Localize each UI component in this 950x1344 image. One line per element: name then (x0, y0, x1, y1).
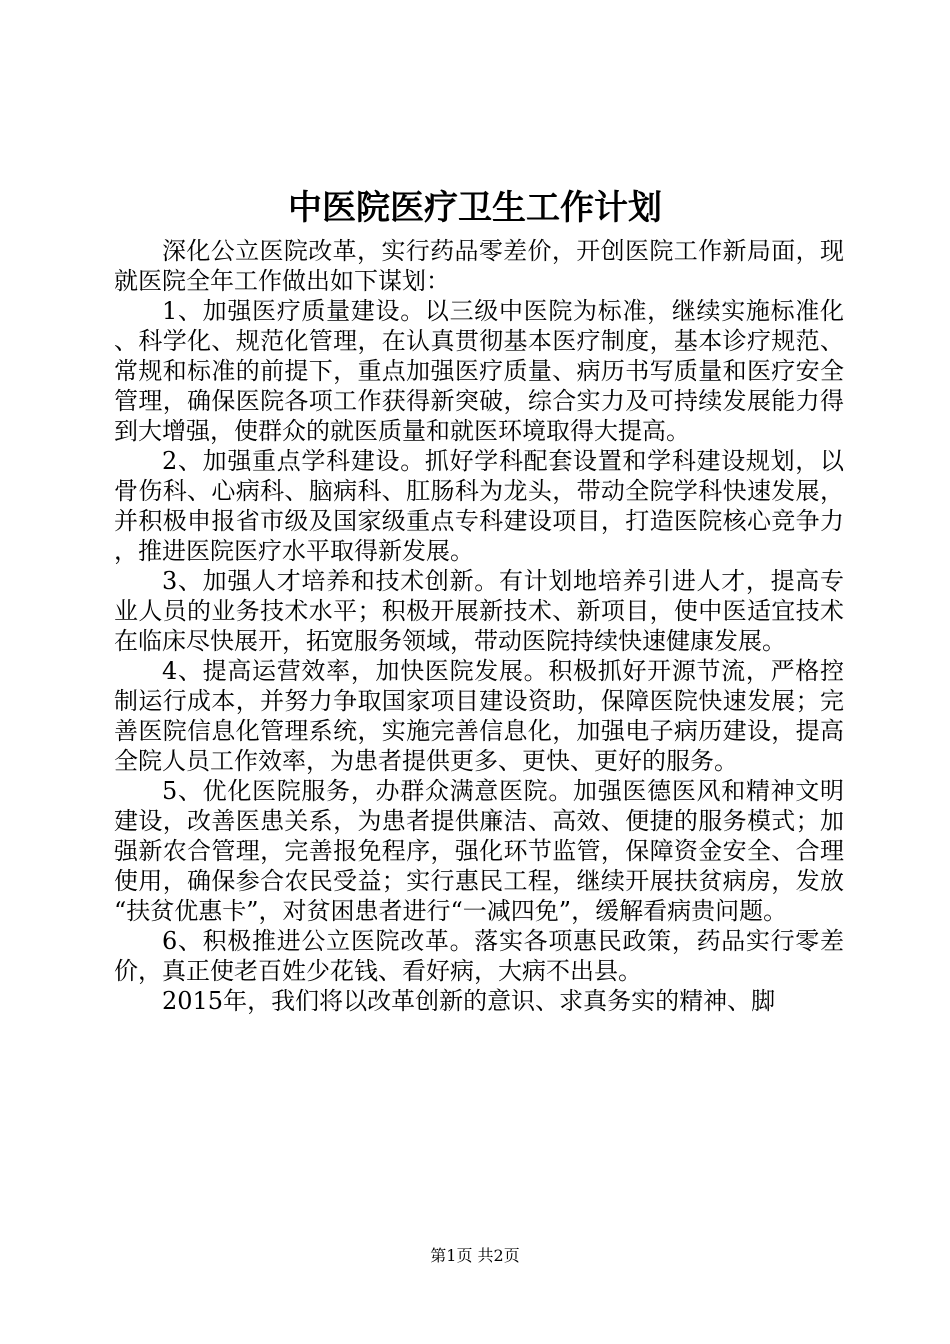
page-number-indicator: 第1页 共2页 (430, 1246, 520, 1265)
paragraph-intro: 深化公立医院改革，实行药品零差价，开创医院工作新局面，现就医院全年工作做出如下谋划： (114, 237, 844, 295)
page-footer (0, 1245, 950, 1267)
paragraph-item-2: 2、加强重点学科建设。抓好学科配套设置和学科建设规划，以骨伤科、心病科、脑病科、肛肠科为龙头，带动全院学科快速发展，并积极申报省市级及国家级重点专科建设项目，打造医院核心竞争力，推进医院医疗水平取得新发展。 (114, 447, 844, 565)
paragraph-item-1: 1、加强医疗质量建设。以三级中医院为标准，继续实施标准化、科学化、规范化管理，在认真贯彻基本医疗制度，基本诊疗规范、常规和标准的前提下，重点加强医疗质量、病历书写质量和医疗安全管理，确保医院各项工作获得新突破，综合实力及可持续发展能力得到大增强，使群众的就医质量和就医环境取得大提高。 (114, 297, 844, 445)
paragraph-item-4: 4、提高运营效率，加快医院发展。积极抓好开源节流，严格控制运行成本，并努力争取国家项目建设资助，保障医院快速发展；完善医院信息化管理系统，实施完善信息化，加强电子病历建设，提高全院人员工作效率，为患者提供更多、更快、更好的服务。 (114, 657, 844, 775)
paragraph-item-5: 5、优化医院服务，办群众满意医院。加强医德医风和精神文明建设，改善医患关系，为患者提供廉洁、高效、便捷的服务模式；加强新农合管理，完善报免程序，强化环节监管，保障资金安全、合理使用，确保参合农民受益；实行惠民工程，继续开展扶贫病房，发放“扶贫优惠卡”，对贫困患者进行“一减四免”，缓解看病贵问题。 (114, 777, 844, 925)
paragraph-item-3: 3、加强人才培养和技术创新。有计划地培养引进人才，提高专业人员的业务技术水平；积极开展新技术、新项目，使中医适宜技术在临床尽快展开，拓宽服务领域，带动医院持续快速健康发展。 (114, 567, 844, 655)
paragraph-item-6: 6、积极推进公立医院改革。落实各项惠民政策，药品实行零差价，真正使老百姓少花钱、看好病，大病不出县。 (114, 927, 844, 985)
document-title: 中医院医疗卫生工作计划 (288, 188, 662, 228)
paragraph-closing: 2015年，我们将以改革创新的意识、求真务实的精神、脚 (162, 987, 776, 1015)
document-body (114, 236, 844, 1016)
